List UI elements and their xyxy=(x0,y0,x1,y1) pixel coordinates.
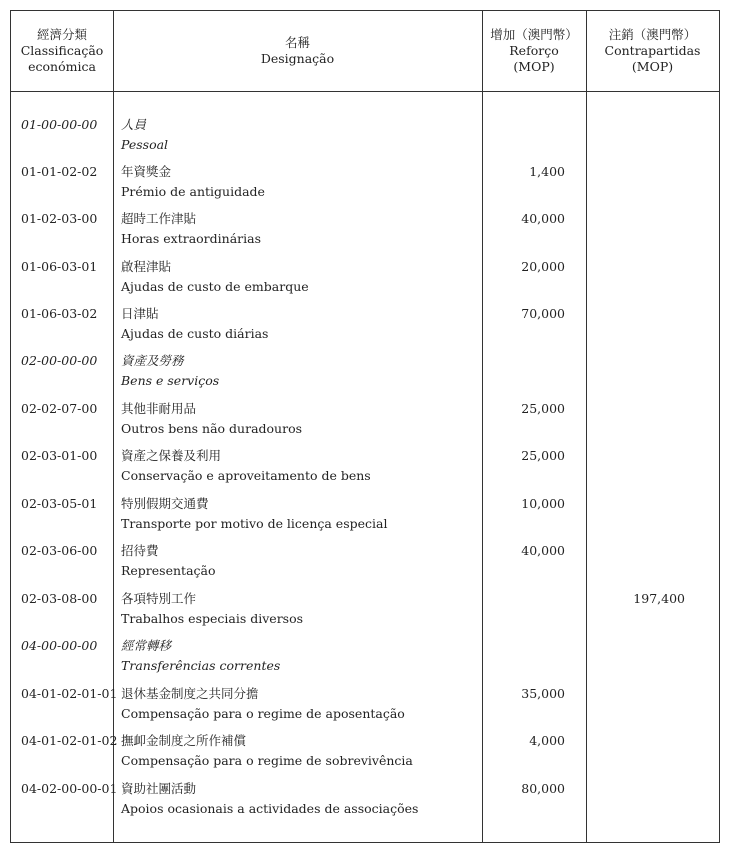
header-contrapartidas xyxy=(586,11,719,91)
row-designation-pt: Compensação para o regime de aposentação xyxy=(121,706,405,721)
row-designation-zh: 人員 xyxy=(121,117,147,132)
row-designation-zh: 其他非耐用品 xyxy=(121,401,197,416)
row-designation-pt: Apoios ocasionais a actividades de associações xyxy=(121,801,419,816)
row-reforco: 35,000 xyxy=(521,686,565,701)
budget-table xyxy=(10,10,720,843)
row-designation-zh: 招待費 xyxy=(121,543,159,558)
header-reforco-pt: Reforço xyxy=(509,43,559,58)
row-code: 01-01-02-02 xyxy=(21,164,98,179)
row-designation-pt: Representação xyxy=(121,563,216,578)
row-designation-zh: 特別假期交通費 xyxy=(121,496,209,511)
table-row xyxy=(11,589,719,636)
header-reforco-zh: 增加（澳門幣） xyxy=(490,27,578,42)
row-contrapartida: 197,400 xyxy=(633,591,685,606)
row-code: 04-00-00-00 xyxy=(21,638,98,653)
table-row xyxy=(11,257,719,304)
row-code: 02-03-08-00 xyxy=(21,591,98,606)
row-code: 02-00-00-00 xyxy=(21,353,98,368)
row-reforco: 10,000 xyxy=(521,496,565,511)
table-row xyxy=(11,494,719,541)
table-row xyxy=(11,209,719,256)
row-designation-zh: 退休基金制度之共同分擔 xyxy=(121,686,259,701)
row-designation-zh: 資產及勞務 xyxy=(121,353,184,368)
row-reforco: 25,000 xyxy=(521,448,565,463)
row-designation-zh: 日津貼 xyxy=(121,306,159,321)
row-designation-zh: 啟程津貼 xyxy=(121,259,172,274)
row-designation-pt: Pessoal xyxy=(121,137,169,152)
row-reforco: 20,000 xyxy=(521,259,565,274)
table-row xyxy=(11,684,719,731)
table-row xyxy=(11,541,719,588)
header-divider xyxy=(11,91,719,92)
row-reforco: 70,000 xyxy=(521,306,565,321)
row-designation-zh: 資產之保養及利用 xyxy=(121,448,222,463)
table-row xyxy=(11,399,719,446)
row-designation-zh: 年資獎金 xyxy=(121,164,172,179)
row-code: 01-02-03-00 xyxy=(21,211,98,226)
row-designation-pt: Outros bens não duradouros xyxy=(121,421,303,436)
row-designation-pt: Ajudas de custo diárias xyxy=(121,326,269,341)
row-designation-pt: Prémio de antiguidade xyxy=(121,184,265,199)
row-reforco: 80,000 xyxy=(521,781,565,796)
row-code: 01-06-03-01 xyxy=(21,259,98,274)
row-code: 02-03-06-00 xyxy=(21,543,98,558)
row-designation-zh: 經常轉移 xyxy=(121,638,172,653)
header-designation xyxy=(113,11,482,91)
row-designation-pt: Conservação e aproveitamento de bens xyxy=(121,468,371,483)
table-row xyxy=(11,304,719,351)
row-designation-pt: Bens e serviços xyxy=(121,373,220,388)
row-reforco: 25,000 xyxy=(521,401,565,416)
row-code: 02-03-01-00 xyxy=(21,448,98,463)
row-designation-zh: 撫卹金制度之所作補償 xyxy=(121,733,247,748)
row-designation-pt: Trabalhos especiais diversos xyxy=(121,611,304,626)
row-reforco: 40,000 xyxy=(521,543,565,558)
row-code: 04-01-02-01-02 xyxy=(21,733,118,748)
row-code: 02-02-07-00 xyxy=(21,401,98,416)
row-designation-pt: Transferências correntes xyxy=(121,658,281,673)
row-reforco: 1,400 xyxy=(529,164,565,179)
row-designation-zh: 資助社團活動 xyxy=(121,781,197,796)
row-designation-pt: Transporte por motivo de licença especial xyxy=(121,516,388,531)
table-row xyxy=(11,115,719,162)
row-designation-pt: Horas extraordinárias xyxy=(121,231,261,246)
table-row xyxy=(11,636,719,683)
table-row xyxy=(11,779,719,826)
header-designation-zh: 名稱 xyxy=(284,35,310,50)
table-row xyxy=(11,446,719,493)
table-row xyxy=(11,731,719,778)
row-code: 01-06-03-02 xyxy=(21,306,98,321)
header-reforco xyxy=(482,11,586,91)
row-code: 04-01-02-01-01 xyxy=(21,686,118,701)
row-designation-pt: Compensação para o regime de sobrevivência xyxy=(121,753,413,768)
header-contra-zh: 注銷（澳門幣） xyxy=(608,27,697,42)
header-contra-unit: (MOP) xyxy=(631,59,674,74)
row-reforco: 4,000 xyxy=(529,733,565,748)
header-reforco-unit: (MOP) xyxy=(513,59,555,74)
row-code: 01-00-00-00 xyxy=(21,117,98,132)
row-designation-pt: Ajudas de custo de embarque xyxy=(121,279,309,294)
header-designation-pt: Designação xyxy=(260,51,335,66)
header-classification-pt-line2: económica xyxy=(28,59,96,74)
row-designation-zh: 超時工作津貼 xyxy=(121,211,197,226)
row-code: 04-02-00-00-01 xyxy=(21,781,118,796)
table-row xyxy=(11,162,719,209)
row-designation-zh: 各項特別工作 xyxy=(121,591,197,606)
header-classification-pt-line1: Classificação xyxy=(20,43,104,58)
table-row xyxy=(11,351,719,398)
header-classification-zh: 經濟分類 xyxy=(36,27,87,42)
header-contra-pt: Contrapartidas xyxy=(604,43,701,58)
header-classification xyxy=(11,11,113,91)
row-reforco: 40,000 xyxy=(521,211,565,226)
row-code: 02-03-05-01 xyxy=(21,496,98,511)
